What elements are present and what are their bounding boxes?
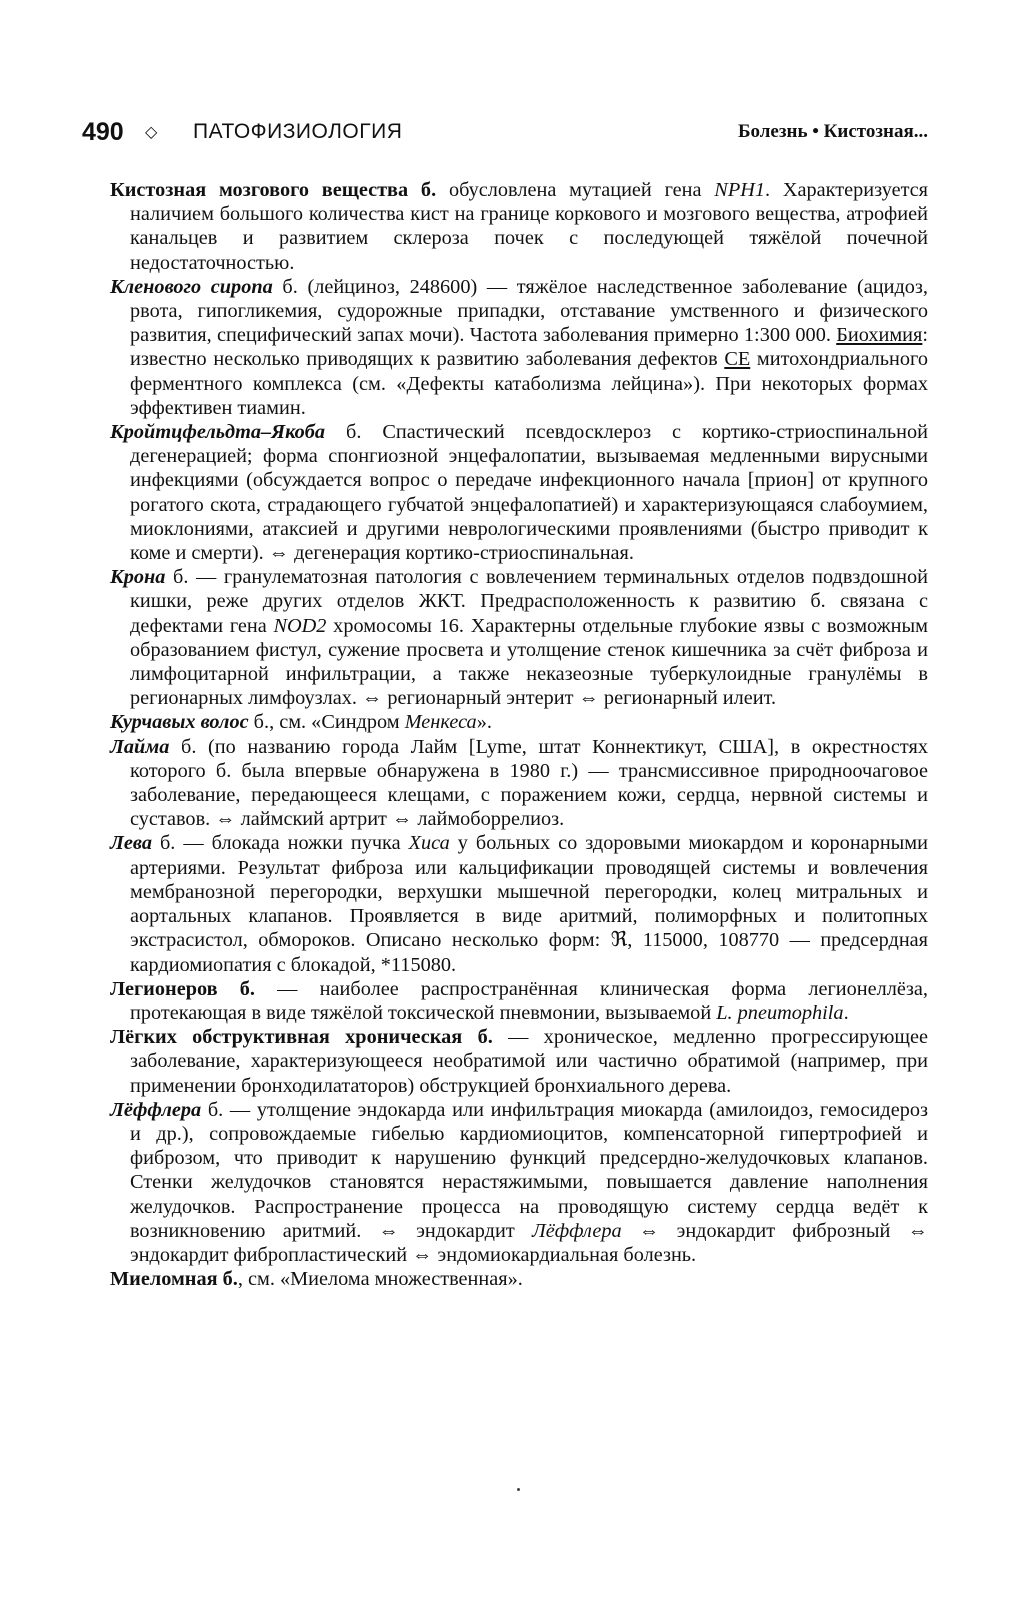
gene-name: NPH1 (714, 179, 765, 201)
entry-term: Лева (110, 832, 152, 855)
entry-text: . (843, 1001, 849, 1024)
entry-text: ». (476, 711, 492, 734)
entry-term: Лайма (110, 735, 170, 758)
running-head: Болезнь • Кистозная... (737, 121, 928, 142)
entry-text: б., см. «Синдром (248, 711, 405, 734)
entry-kurchavyh-volos (110, 710, 928, 734)
entry-kistoznaya (110, 178, 928, 275)
entry-text: . Характеризуется наличием большого количества кист на границе коркового и мозгового вещества, атрофией канальцев и развитием склероза почек с последующей тяжёлой почечной недостаточностью. (130, 179, 929, 274)
entry-text: митохондриального ферментного комплекса (см. «Дефекты катаболизма лейцина»). При некоторых формах эффективен тиамин. (130, 348, 928, 419)
page-header (82, 118, 928, 152)
species-name: L. pneumophila (716, 1001, 844, 1024)
entry-leva (110, 831, 928, 976)
eponym: Лёффлера (532, 1219, 622, 1242)
entry-text: б. — блокада ножки пучка (151, 832, 409, 855)
abbr-label: СЕ (724, 348, 751, 371)
entry-text: хромосомы 16. Характерны отдельные глубокие язвы с возможным образованием фистул, сужение просвета и утолщение стенок кишечника за счёт фиброза и лимфоцитарной инфильтрации, а также неказеозные туберкулоидные гранулёмы в регионарных лимфоузлах. ⇔ регионарный энтерит ⇔ регионарный илеит. (130, 614, 928, 710)
section-title: ПАТОФИЗИОЛОГИЯ (193, 120, 403, 143)
entry-legionerov (110, 977, 928, 1025)
entry-term: Кленового сиропа (110, 275, 273, 298)
entry-layma (110, 735, 928, 832)
entry-text: б. (лейциноз, 248600) — тяжёлое наследственное заболевание (ацидоз, рвота, гипогликемия, судорожные припадки, отставание умственного и физического развития, специфический запах мочи). Частота заболевания примерно 1:300 000. (130, 275, 928, 347)
entry-term: Легионеров б. (110, 977, 255, 1000)
entry-kreutzfeldt-jakob (110, 420, 928, 565)
entry-term: Лёгких обструктивная хроническая б. (110, 1026, 493, 1049)
eponym: Менкеса (404, 711, 477, 734)
entry-text: — хроническое, медленно прогрессирующее заболевание, характеризующееся необратимой или частично обратимой (например, при применении бронходилататоров) обструкцией бронхиального дерева. (130, 1026, 928, 1097)
entry-text: б. (по названию города Лайм [Lyme, штат Коннектикут, США], в окрестностях которого б. была впервые обнаружена в 1980 г.) — трансмиссивное природноочаговое заболевание, передающееся клещами, с поражением кожи, сердца, нервной системы и суставов. ⇔ лаймский артрит ⇔ лаймоборрелиоз. (130, 735, 928, 831)
entry-term: Кистозная мозгового вещества б. (110, 179, 437, 201)
entry-text: , см. «Миелома множественная». (237, 1268, 523, 1291)
entry-klenovogo-siropa (110, 275, 928, 420)
entry-loefflera (110, 1098, 928, 1267)
entry-text: у больных со здоровыми миокардом и коронарными артериями. Результат фиброза или кальцификации проводящей системы и вовлечения мембранозной перегородки, верхушки мышечной перегородки, колец митральных и аортальных клапанов. Проявляется в виде аритмий, полиморфных и политопных экстрасистол, обмороков. Описано несколько форм: ℜ, 115000, 108770 — предсердная кардиомиопатия с блокадой, *115080. (130, 832, 928, 976)
entry-legkih-obstruktivnaya (110, 1025, 928, 1098)
diamond-icon: ◇ (145, 122, 158, 141)
entry-text: ⇔ эндокардит фиброзный ⇔ эндокардит фибропластический ⇔ эндомиокардиальная болезнь. (130, 1219, 928, 1266)
page-number: 490 (82, 118, 124, 146)
entry-krona (110, 565, 928, 710)
entry-term: Курчавых волос (110, 711, 249, 734)
eponym: Хиса (408, 832, 450, 855)
section-label: Биохимия (836, 324, 923, 347)
entry-text: б. — утолщение эндокарда или инфильтрация миокарда (амилоидоз, гемосидероз и др.), сопровождаемые гибелью кардиомиоцитов, компенсаторной гипертрофией и фиброзом, что приводит к нарушению функций предсердно-желудочковых клапанов. Стенки желудочков становятся нерастяжимыми, повышается давление наполнения желудочков. Распространение процесса на проводящую систему сердца ведёт к возникновению аритмий. ⇔ эндокардит (130, 1098, 928, 1242)
entry-text: б. — гранулематозная патология с вовлечением терминальных отделов подвздошной кишки, реже других отделов ЖКТ. Предрасположенность к развитию б. связана с дефектами гена (130, 566, 928, 637)
entry-text: — наиболее распространённая клиническая форма легионеллёза, протекающая в виде тяжёлой токсической пневмонии, вызываемой (130, 977, 928, 1024)
entry-term: Крона (110, 566, 166, 589)
entry-term: Лёффлера (110, 1098, 202, 1121)
page-body (110, 178, 928, 1291)
entry-text: обусловлена мутацией гена (436, 179, 715, 201)
entry-text: : известно несколько приводящих к развитию заболевания дефектов (130, 324, 928, 371)
gene-name: NOD2 (273, 614, 327, 637)
entry-term: Кройтцфельдта–Якоба (110, 421, 326, 444)
entry-mielomnaya (110, 1267, 928, 1291)
print-speck (517, 1488, 520, 1491)
entry-text: б. Спастический псевдосклероз с кортико-стриоспинальной дегенерацией; форма спонгиозной энцефалопатии, вызываемая медленными вирусными инфекциями (обсуждается вопрос о передаче инфекционного начала [прион] от крупного рогатого скота, страдающего губчатой энцефалопатией) и характеризующаяся слабоумием, миоклониями, атаксией и другими неврологическими проявлениями (быстро приводит к коме и смерти). ⇔ дегенерация кортико-стриоспинальная. (130, 421, 928, 565)
entry-term: Миеломная б. (110, 1268, 238, 1291)
